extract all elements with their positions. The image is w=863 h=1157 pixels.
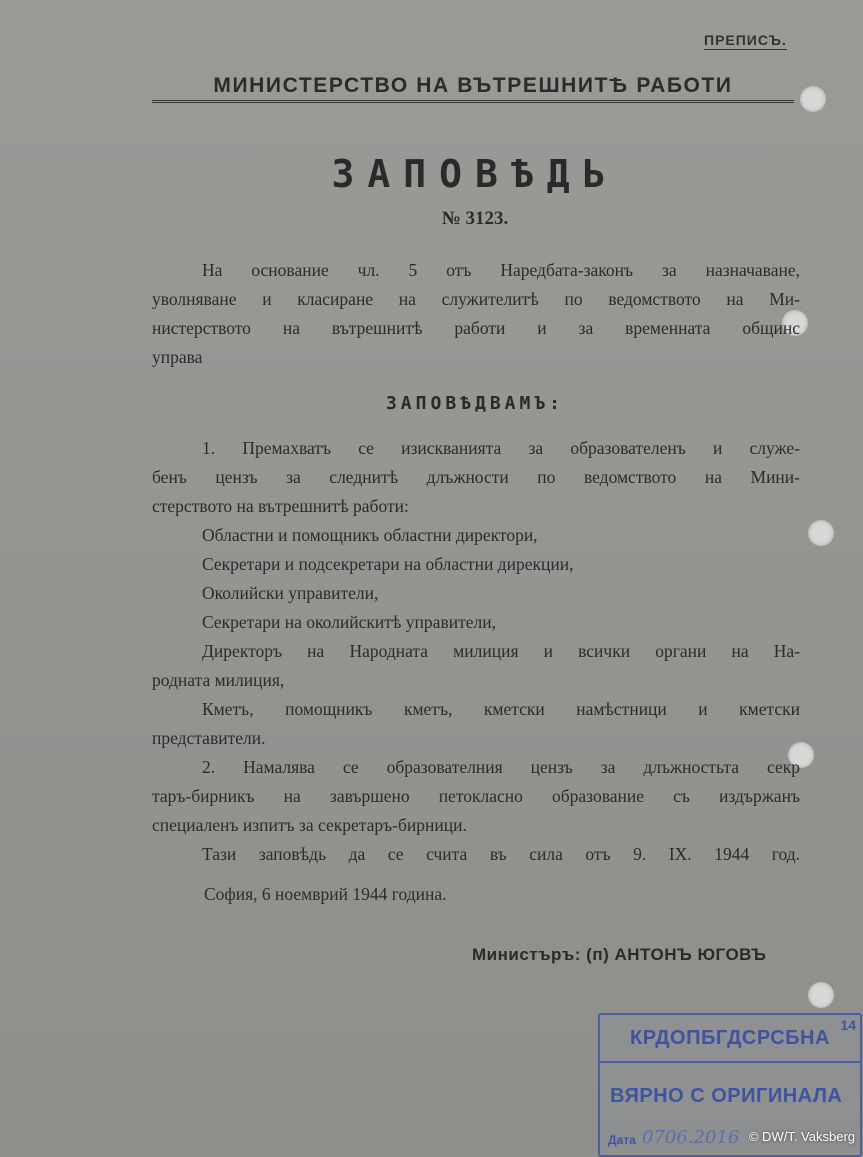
item-line: 2. Намалява се образователния цензъ за длъжностьта секр bbox=[202, 757, 800, 777]
position-line: родната милиция, bbox=[152, 670, 285, 690]
position-line: Секретари на околийскитѣ управители, bbox=[202, 612, 496, 632]
stamp-divider bbox=[600, 1061, 860, 1063]
document-number: № 3123. bbox=[441, 208, 509, 229]
position-line: Секретари и подсекретари на областни дирекции, bbox=[202, 554, 574, 574]
stamp-verified-text: ВЯРНО С ОРИГИНАЛА bbox=[610, 1085, 843, 1107]
position-line: Кметъ, помощникъ кметъ, кметски намѣстници и кметски bbox=[202, 699, 800, 719]
position-line: Околийски управители, bbox=[202, 583, 379, 603]
stamp-date-label: Дата bbox=[608, 1133, 636, 1147]
item-line: бенъ цензъ за следнитѣ длъжности по ведомството на Мини- bbox=[152, 467, 800, 487]
item-line: стерството на вътрешнитѣ работи: bbox=[152, 496, 409, 516]
copy-mark: ПРЕПИСЪ. bbox=[704, 32, 787, 48]
place-and-date: София, 6 ноемврий 1944 година. bbox=[204, 884, 447, 904]
punch-hole bbox=[808, 520, 834, 546]
punch-hole bbox=[808, 982, 834, 1008]
preamble-line: На основание чл. 5 отъ Наредбата-законъ за назначаване, bbox=[202, 260, 800, 280]
stamp-date-value: 0706.2016 bbox=[642, 1127, 740, 1148]
photo-credit: © DW/T. Vaksberg bbox=[748, 1129, 855, 1144]
stamp-number: 14 bbox=[840, 1017, 856, 1033]
document-title: ЗАПОВѢДЬ bbox=[331, 152, 619, 196]
preamble-line: уволняване и класиране на служителитѣ по ведомството на Ми- bbox=[152, 289, 800, 309]
minister-signature: Министъръ: (п) АНТОНЪ ЮГОВЪ bbox=[472, 945, 767, 964]
stamp-organization: КРДОПБГДСРСБНА bbox=[630, 1027, 830, 1049]
position-line: Директоръ на Народната милиция и всички органи на На- bbox=[202, 641, 800, 661]
position-line: Областни и помощникъ областни директори, bbox=[202, 525, 538, 545]
preamble-line: управа bbox=[152, 347, 203, 367]
ministry-header: МИНИСТЕРСТВО НА ВЪТРЕШНИТѢ РАБОТИ bbox=[152, 74, 794, 103]
punch-hole bbox=[800, 86, 826, 112]
item-line: специаленъ изпитъ за секретаръ-бирници. bbox=[152, 815, 467, 835]
effective-date-line: Тази заповѣдь да се счита въ сила отъ 9. IX. 1944 год. bbox=[202, 844, 800, 864]
preamble-line: нистерството на вътрешнитѣ работи и за временната общинс bbox=[152, 318, 800, 338]
order-item-2 bbox=[152, 753, 800, 869]
position-line: представители. bbox=[152, 728, 266, 748]
item-line: 1. Премахватъ се изискванията за образователенъ и служе- bbox=[202, 438, 800, 458]
preamble bbox=[152, 256, 800, 372]
item-line: таръ-бирникъ на завършено петокласно образование съ издържанъ bbox=[152, 786, 800, 806]
order-heading: ЗАПОВѢДВАМЪ: bbox=[385, 393, 565, 414]
order-item-1 bbox=[152, 434, 800, 753]
